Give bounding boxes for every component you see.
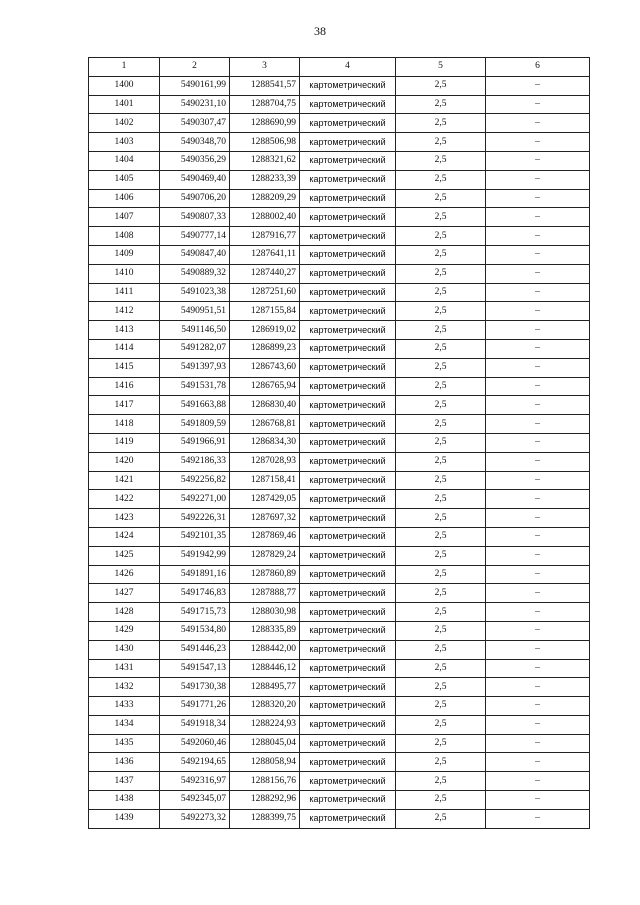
- point-number-cell: 1429: [89, 621, 160, 640]
- description-cell: –: [486, 396, 590, 415]
- table-row: [89, 678, 590, 697]
- method-cell: картометрический: [300, 114, 396, 133]
- accuracy-cell: 2,5: [396, 509, 486, 528]
- accuracy-cell: 2,5: [396, 208, 486, 227]
- description-cell: –: [486, 697, 590, 716]
- x-coordinate-cell: 5492271,00: [160, 490, 230, 509]
- method-cell: картометрический: [300, 396, 396, 415]
- x-coordinate-cell: 5492186,33: [160, 452, 230, 471]
- method-cell: картометрический: [300, 76, 396, 95]
- method-cell: картометрический: [300, 452, 396, 471]
- y-coordinate-cell: 1288506,98: [230, 133, 300, 152]
- description-cell: –: [486, 621, 590, 640]
- description-cell: –: [486, 302, 590, 321]
- table-row: [89, 471, 590, 490]
- y-coordinate-cell: 1287916,77: [230, 227, 300, 246]
- point-number-cell: 1411: [89, 283, 160, 302]
- x-coordinate-cell: 5491446,23: [160, 640, 230, 659]
- accuracy-cell: 2,5: [396, 791, 486, 810]
- y-coordinate-cell: 1286768,81: [230, 415, 300, 434]
- x-coordinate-cell: 5492194,65: [160, 753, 230, 772]
- point-number-cell: 1426: [89, 565, 160, 584]
- y-coordinate-cell: 1288335,89: [230, 621, 300, 640]
- method-cell: картометрический: [300, 546, 396, 565]
- table-row: [89, 791, 590, 810]
- method-cell: картометрический: [300, 227, 396, 246]
- description-cell: –: [486, 227, 590, 246]
- method-cell: картометрический: [300, 302, 396, 321]
- col-header-y: 3: [230, 58, 300, 77]
- table-row: [89, 264, 590, 283]
- method-cell: картометрический: [300, 565, 396, 584]
- method-cell: картометрический: [300, 133, 396, 152]
- x-coordinate-cell: 5491966,91: [160, 433, 230, 452]
- y-coordinate-cell: 1287158,41: [230, 471, 300, 490]
- accuracy-cell: 2,5: [396, 377, 486, 396]
- accuracy-cell: 2,5: [396, 753, 486, 772]
- description-cell: –: [486, 95, 590, 114]
- point-number-cell: 1434: [89, 715, 160, 734]
- accuracy-cell: 2,5: [396, 490, 486, 509]
- x-coordinate-cell: 5491663,88: [160, 396, 230, 415]
- table-row: [89, 151, 590, 170]
- table-row: [89, 527, 590, 546]
- method-cell: картометрический: [300, 95, 396, 114]
- x-coordinate-cell: 5490777,14: [160, 227, 230, 246]
- point-number-cell: 1408: [89, 227, 160, 246]
- description-cell: –: [486, 76, 590, 95]
- y-coordinate-cell: 1288292,96: [230, 791, 300, 810]
- method-cell: картометрический: [300, 321, 396, 340]
- method-cell: картометрический: [300, 715, 396, 734]
- y-coordinate-cell: 1288224,93: [230, 715, 300, 734]
- y-coordinate-cell: 1287641,11: [230, 245, 300, 264]
- y-coordinate-cell: 1288156,76: [230, 772, 300, 791]
- x-coordinate-cell: 5491809,59: [160, 415, 230, 434]
- y-coordinate-cell: 1287429,05: [230, 490, 300, 509]
- table-row: [89, 114, 590, 133]
- y-coordinate-cell: 1286765,94: [230, 377, 300, 396]
- table-row: [89, 565, 590, 584]
- table-row: [89, 452, 590, 471]
- description-cell: –: [486, 339, 590, 358]
- method-cell: картометрический: [300, 753, 396, 772]
- point-number-cell: 1433: [89, 697, 160, 716]
- table-row: [89, 76, 590, 95]
- table-row: [89, 753, 590, 772]
- x-coordinate-cell: 5490161,99: [160, 76, 230, 95]
- accuracy-cell: 2,5: [396, 170, 486, 189]
- description-cell: –: [486, 546, 590, 565]
- accuracy-cell: 2,5: [396, 133, 486, 152]
- method-cell: картометрический: [300, 377, 396, 396]
- point-number-cell: 1421: [89, 471, 160, 490]
- y-coordinate-cell: 1288495,77: [230, 678, 300, 697]
- description-cell: –: [486, 471, 590, 490]
- method-cell: картометрический: [300, 791, 396, 810]
- table-row: [89, 509, 590, 528]
- point-number-cell: 1431: [89, 659, 160, 678]
- accuracy-cell: 2,5: [396, 527, 486, 546]
- x-coordinate-cell: 5490847,40: [160, 245, 230, 264]
- y-coordinate-cell: 1286830,40: [230, 396, 300, 415]
- table-row: [89, 377, 590, 396]
- point-number-cell: 1436: [89, 753, 160, 772]
- table-row: [89, 659, 590, 678]
- x-coordinate-cell: 5492256,82: [160, 471, 230, 490]
- description-cell: –: [486, 170, 590, 189]
- point-number-cell: 1407: [89, 208, 160, 227]
- description-cell: –: [486, 791, 590, 810]
- description-cell: –: [486, 358, 590, 377]
- method-cell: картометрический: [300, 678, 396, 697]
- method-cell: картометрический: [300, 584, 396, 603]
- description-cell: –: [486, 715, 590, 734]
- y-coordinate-cell: 1288030,98: [230, 603, 300, 622]
- y-coordinate-cell: 1287028,93: [230, 452, 300, 471]
- x-coordinate-cell: 5491397,93: [160, 358, 230, 377]
- table-row: [89, 189, 590, 208]
- x-coordinate-cell: 5492273,32: [160, 809, 230, 828]
- y-coordinate-cell: 1288690,99: [230, 114, 300, 133]
- table-row: [89, 321, 590, 340]
- col-header-point-number: 1: [89, 58, 160, 77]
- point-number-cell: 1435: [89, 734, 160, 753]
- table-row: [89, 227, 590, 246]
- description-cell: –: [486, 640, 590, 659]
- method-cell: картометрический: [300, 659, 396, 678]
- description-cell: –: [486, 133, 590, 152]
- x-coordinate-cell: 5491918,34: [160, 715, 230, 734]
- table-row: [89, 621, 590, 640]
- y-coordinate-cell: 1288058,94: [230, 753, 300, 772]
- accuracy-cell: 2,5: [396, 76, 486, 95]
- x-coordinate-cell: 5491746,83: [160, 584, 230, 603]
- y-coordinate-cell: 1286919,02: [230, 321, 300, 340]
- point-number-cell: 1413: [89, 321, 160, 340]
- accuracy-cell: 2,5: [396, 640, 486, 659]
- description-cell: –: [486, 584, 590, 603]
- accuracy-cell: 2,5: [396, 114, 486, 133]
- point-number-cell: 1409: [89, 245, 160, 264]
- accuracy-cell: 2,5: [396, 321, 486, 340]
- table-row: [89, 283, 590, 302]
- method-cell: картометрический: [300, 358, 396, 377]
- accuracy-cell: 2,5: [396, 734, 486, 753]
- table-row: [89, 415, 590, 434]
- method-cell: картометрический: [300, 621, 396, 640]
- method-cell: картометрический: [300, 264, 396, 283]
- accuracy-cell: 2,5: [396, 452, 486, 471]
- accuracy-cell: 2,5: [396, 678, 486, 697]
- y-coordinate-cell: 1288321,62: [230, 151, 300, 170]
- y-coordinate-cell: 1288320,20: [230, 697, 300, 716]
- description-cell: –: [486, 377, 590, 396]
- x-coordinate-cell: 5492101,35: [160, 527, 230, 546]
- y-coordinate-cell: 1287251,60: [230, 283, 300, 302]
- description-cell: –: [486, 809, 590, 828]
- point-number-cell: 1437: [89, 772, 160, 791]
- point-number-cell: 1420: [89, 452, 160, 471]
- y-coordinate-cell: 1287697,32: [230, 509, 300, 528]
- description-cell: –: [486, 433, 590, 452]
- x-coordinate-cell: 5491715,73: [160, 603, 230, 622]
- method-cell: картометрический: [300, 245, 396, 264]
- point-number-cell: 1422: [89, 490, 160, 509]
- accuracy-cell: 2,5: [396, 415, 486, 434]
- y-coordinate-cell: 1287829,24: [230, 546, 300, 565]
- accuracy-cell: 2,5: [396, 809, 486, 828]
- method-cell: картометрический: [300, 283, 396, 302]
- point-number-cell: 1404: [89, 151, 160, 170]
- accuracy-cell: 2,5: [396, 95, 486, 114]
- point-number-cell: 1405: [89, 170, 160, 189]
- table-row: [89, 546, 590, 565]
- table-row: [89, 396, 590, 415]
- accuracy-cell: 2,5: [396, 283, 486, 302]
- x-coordinate-cell: 5491534,80: [160, 621, 230, 640]
- accuracy-cell: 2,5: [396, 715, 486, 734]
- description-cell: –: [486, 245, 590, 264]
- x-coordinate-cell: 5491282,07: [160, 339, 230, 358]
- method-cell: картометрический: [300, 734, 396, 753]
- accuracy-cell: 2,5: [396, 358, 486, 377]
- y-coordinate-cell: 1288704,75: [230, 95, 300, 114]
- x-coordinate-cell: 5492316,97: [160, 772, 230, 791]
- point-number-cell: 1417: [89, 396, 160, 415]
- point-number-cell: 1438: [89, 791, 160, 810]
- col-header-description: 6: [486, 58, 590, 77]
- description-cell: –: [486, 527, 590, 546]
- x-coordinate-cell: 5491547,13: [160, 659, 230, 678]
- method-cell: картометрический: [300, 189, 396, 208]
- x-coordinate-cell: 5490356,29: [160, 151, 230, 170]
- accuracy-cell: 2,5: [396, 621, 486, 640]
- table-row: [89, 772, 590, 791]
- accuracy-cell: 2,5: [396, 227, 486, 246]
- method-cell: картометрический: [300, 640, 396, 659]
- method-cell: картометрический: [300, 433, 396, 452]
- description-cell: –: [486, 603, 590, 622]
- accuracy-cell: 2,5: [396, 603, 486, 622]
- table-row: [89, 697, 590, 716]
- method-cell: картометрический: [300, 697, 396, 716]
- point-number-cell: 1401: [89, 95, 160, 114]
- x-coordinate-cell: 5491146,50: [160, 321, 230, 340]
- accuracy-cell: 2,5: [396, 659, 486, 678]
- description-cell: –: [486, 734, 590, 753]
- point-number-cell: 1419: [89, 433, 160, 452]
- description-cell: –: [486, 565, 590, 584]
- method-cell: картометрический: [300, 772, 396, 791]
- x-coordinate-cell: 5490706,20: [160, 189, 230, 208]
- table-row: [89, 809, 590, 828]
- description-cell: –: [486, 509, 590, 528]
- point-number-cell: 1439: [89, 809, 160, 828]
- description-cell: –: [486, 321, 590, 340]
- y-coordinate-cell: 1288442,00: [230, 640, 300, 659]
- description-cell: –: [486, 415, 590, 434]
- y-coordinate-cell: 1286834,30: [230, 433, 300, 452]
- description-cell: –: [486, 659, 590, 678]
- table-row: [89, 603, 590, 622]
- method-cell: картометрический: [300, 339, 396, 358]
- y-coordinate-cell: 1288233,39: [230, 170, 300, 189]
- method-cell: картометрический: [300, 151, 396, 170]
- table-row: [89, 734, 590, 753]
- method-cell: картометрический: [300, 471, 396, 490]
- table-row: [89, 433, 590, 452]
- col-header-accuracy: 5: [396, 58, 486, 77]
- point-number-cell: 1428: [89, 603, 160, 622]
- y-coordinate-cell: 1287860,89: [230, 565, 300, 584]
- point-number-cell: 1410: [89, 264, 160, 283]
- method-cell: картометрический: [300, 509, 396, 528]
- y-coordinate-cell: 1287888,77: [230, 584, 300, 603]
- y-coordinate-cell: 1286899,23: [230, 339, 300, 358]
- page-number: 38: [314, 24, 326, 38]
- method-cell: картометрический: [300, 170, 396, 189]
- point-number-cell: 1406: [89, 189, 160, 208]
- method-cell: картометрический: [300, 809, 396, 828]
- y-coordinate-cell: 1288541,57: [230, 76, 300, 95]
- table-row: [89, 490, 590, 509]
- accuracy-cell: 2,5: [396, 396, 486, 415]
- description-cell: –: [486, 772, 590, 791]
- accuracy-cell: 2,5: [396, 302, 486, 321]
- method-cell: картометрический: [300, 527, 396, 546]
- description-cell: –: [486, 753, 590, 772]
- method-cell: картометрический: [300, 603, 396, 622]
- x-coordinate-cell: 5491023,38: [160, 283, 230, 302]
- point-number-cell: 1432: [89, 678, 160, 697]
- description-cell: –: [486, 114, 590, 133]
- y-coordinate-cell: 1288446,12: [230, 659, 300, 678]
- table-row: [89, 245, 590, 264]
- x-coordinate-cell: 5490348,70: [160, 133, 230, 152]
- accuracy-cell: 2,5: [396, 151, 486, 170]
- table-body: [89, 76, 590, 828]
- accuracy-cell: 2,5: [396, 433, 486, 452]
- table-row: [89, 358, 590, 377]
- y-coordinate-cell: 1288209,29: [230, 189, 300, 208]
- accuracy-cell: 2,5: [396, 189, 486, 208]
- point-number-cell: 1424: [89, 527, 160, 546]
- table-header: [89, 58, 590, 77]
- description-cell: –: [486, 452, 590, 471]
- point-number-cell: 1418: [89, 415, 160, 434]
- accuracy-cell: 2,5: [396, 471, 486, 490]
- accuracy-cell: 2,5: [396, 264, 486, 283]
- accuracy-cell: 2,5: [396, 584, 486, 603]
- x-coordinate-cell: 5491942,99: [160, 546, 230, 565]
- x-coordinate-cell: 5490951,51: [160, 302, 230, 321]
- x-coordinate-cell: 5490307,47: [160, 114, 230, 133]
- table-row: [89, 715, 590, 734]
- y-coordinate-cell: 1288399,75: [230, 809, 300, 828]
- point-number-cell: 1423: [89, 509, 160, 528]
- accuracy-cell: 2,5: [396, 772, 486, 791]
- table-row: [89, 584, 590, 603]
- x-coordinate-cell: 5490231,10: [160, 95, 230, 114]
- point-number-cell: 1414: [89, 339, 160, 358]
- point-number-cell: 1425: [89, 546, 160, 565]
- x-coordinate-cell: 5492226,31: [160, 509, 230, 528]
- method-cell: картометрический: [300, 208, 396, 227]
- col-header-method: 4: [300, 58, 396, 77]
- col-header-x: 2: [160, 58, 230, 77]
- accuracy-cell: 2,5: [396, 697, 486, 716]
- coordinates-table: [88, 57, 590, 829]
- point-number-cell: 1412: [89, 302, 160, 321]
- accuracy-cell: 2,5: [396, 245, 486, 264]
- description-cell: –: [486, 264, 590, 283]
- point-number-cell: 1415: [89, 358, 160, 377]
- y-coordinate-cell: 1288002,40: [230, 208, 300, 227]
- point-number-cell: 1400: [89, 76, 160, 95]
- point-number-cell: 1430: [89, 640, 160, 659]
- table-row: [89, 95, 590, 114]
- x-coordinate-cell: 5491730,38: [160, 678, 230, 697]
- description-cell: –: [486, 283, 590, 302]
- x-coordinate-cell: 5490807,33: [160, 208, 230, 227]
- y-coordinate-cell: 1287440,27: [230, 264, 300, 283]
- table-row: [89, 339, 590, 358]
- x-coordinate-cell: 5492060,46: [160, 734, 230, 753]
- description-cell: –: [486, 189, 590, 208]
- table-row: [89, 640, 590, 659]
- point-number-cell: 1416: [89, 377, 160, 396]
- x-coordinate-cell: 5492345,07: [160, 791, 230, 810]
- description-cell: –: [486, 490, 590, 509]
- table-row: [89, 302, 590, 321]
- description-cell: –: [486, 208, 590, 227]
- accuracy-cell: 2,5: [396, 565, 486, 584]
- x-coordinate-cell: 5490469,40: [160, 170, 230, 189]
- x-coordinate-cell: 5490889,32: [160, 264, 230, 283]
- table-row: [89, 208, 590, 227]
- y-coordinate-cell: 1287869,46: [230, 527, 300, 546]
- point-number-cell: 1427: [89, 584, 160, 603]
- accuracy-cell: 2,5: [396, 546, 486, 565]
- table-row: [89, 133, 590, 152]
- y-coordinate-cell: 1286743,60: [230, 358, 300, 377]
- point-number-cell: 1402: [89, 114, 160, 133]
- x-coordinate-cell: 5491891,16: [160, 565, 230, 584]
- table-row: [89, 170, 590, 189]
- point-number-cell: 1403: [89, 133, 160, 152]
- method-cell: картометрический: [300, 415, 396, 434]
- description-cell: –: [486, 678, 590, 697]
- x-coordinate-cell: 5491771,26: [160, 697, 230, 716]
- method-cell: картометрический: [300, 490, 396, 509]
- y-coordinate-cell: 1287155,84: [230, 302, 300, 321]
- accuracy-cell: 2,5: [396, 339, 486, 358]
- description-cell: –: [486, 151, 590, 170]
- x-coordinate-cell: 5491531,78: [160, 377, 230, 396]
- header-row: [89, 58, 590, 77]
- y-coordinate-cell: 1288045,04: [230, 734, 300, 753]
